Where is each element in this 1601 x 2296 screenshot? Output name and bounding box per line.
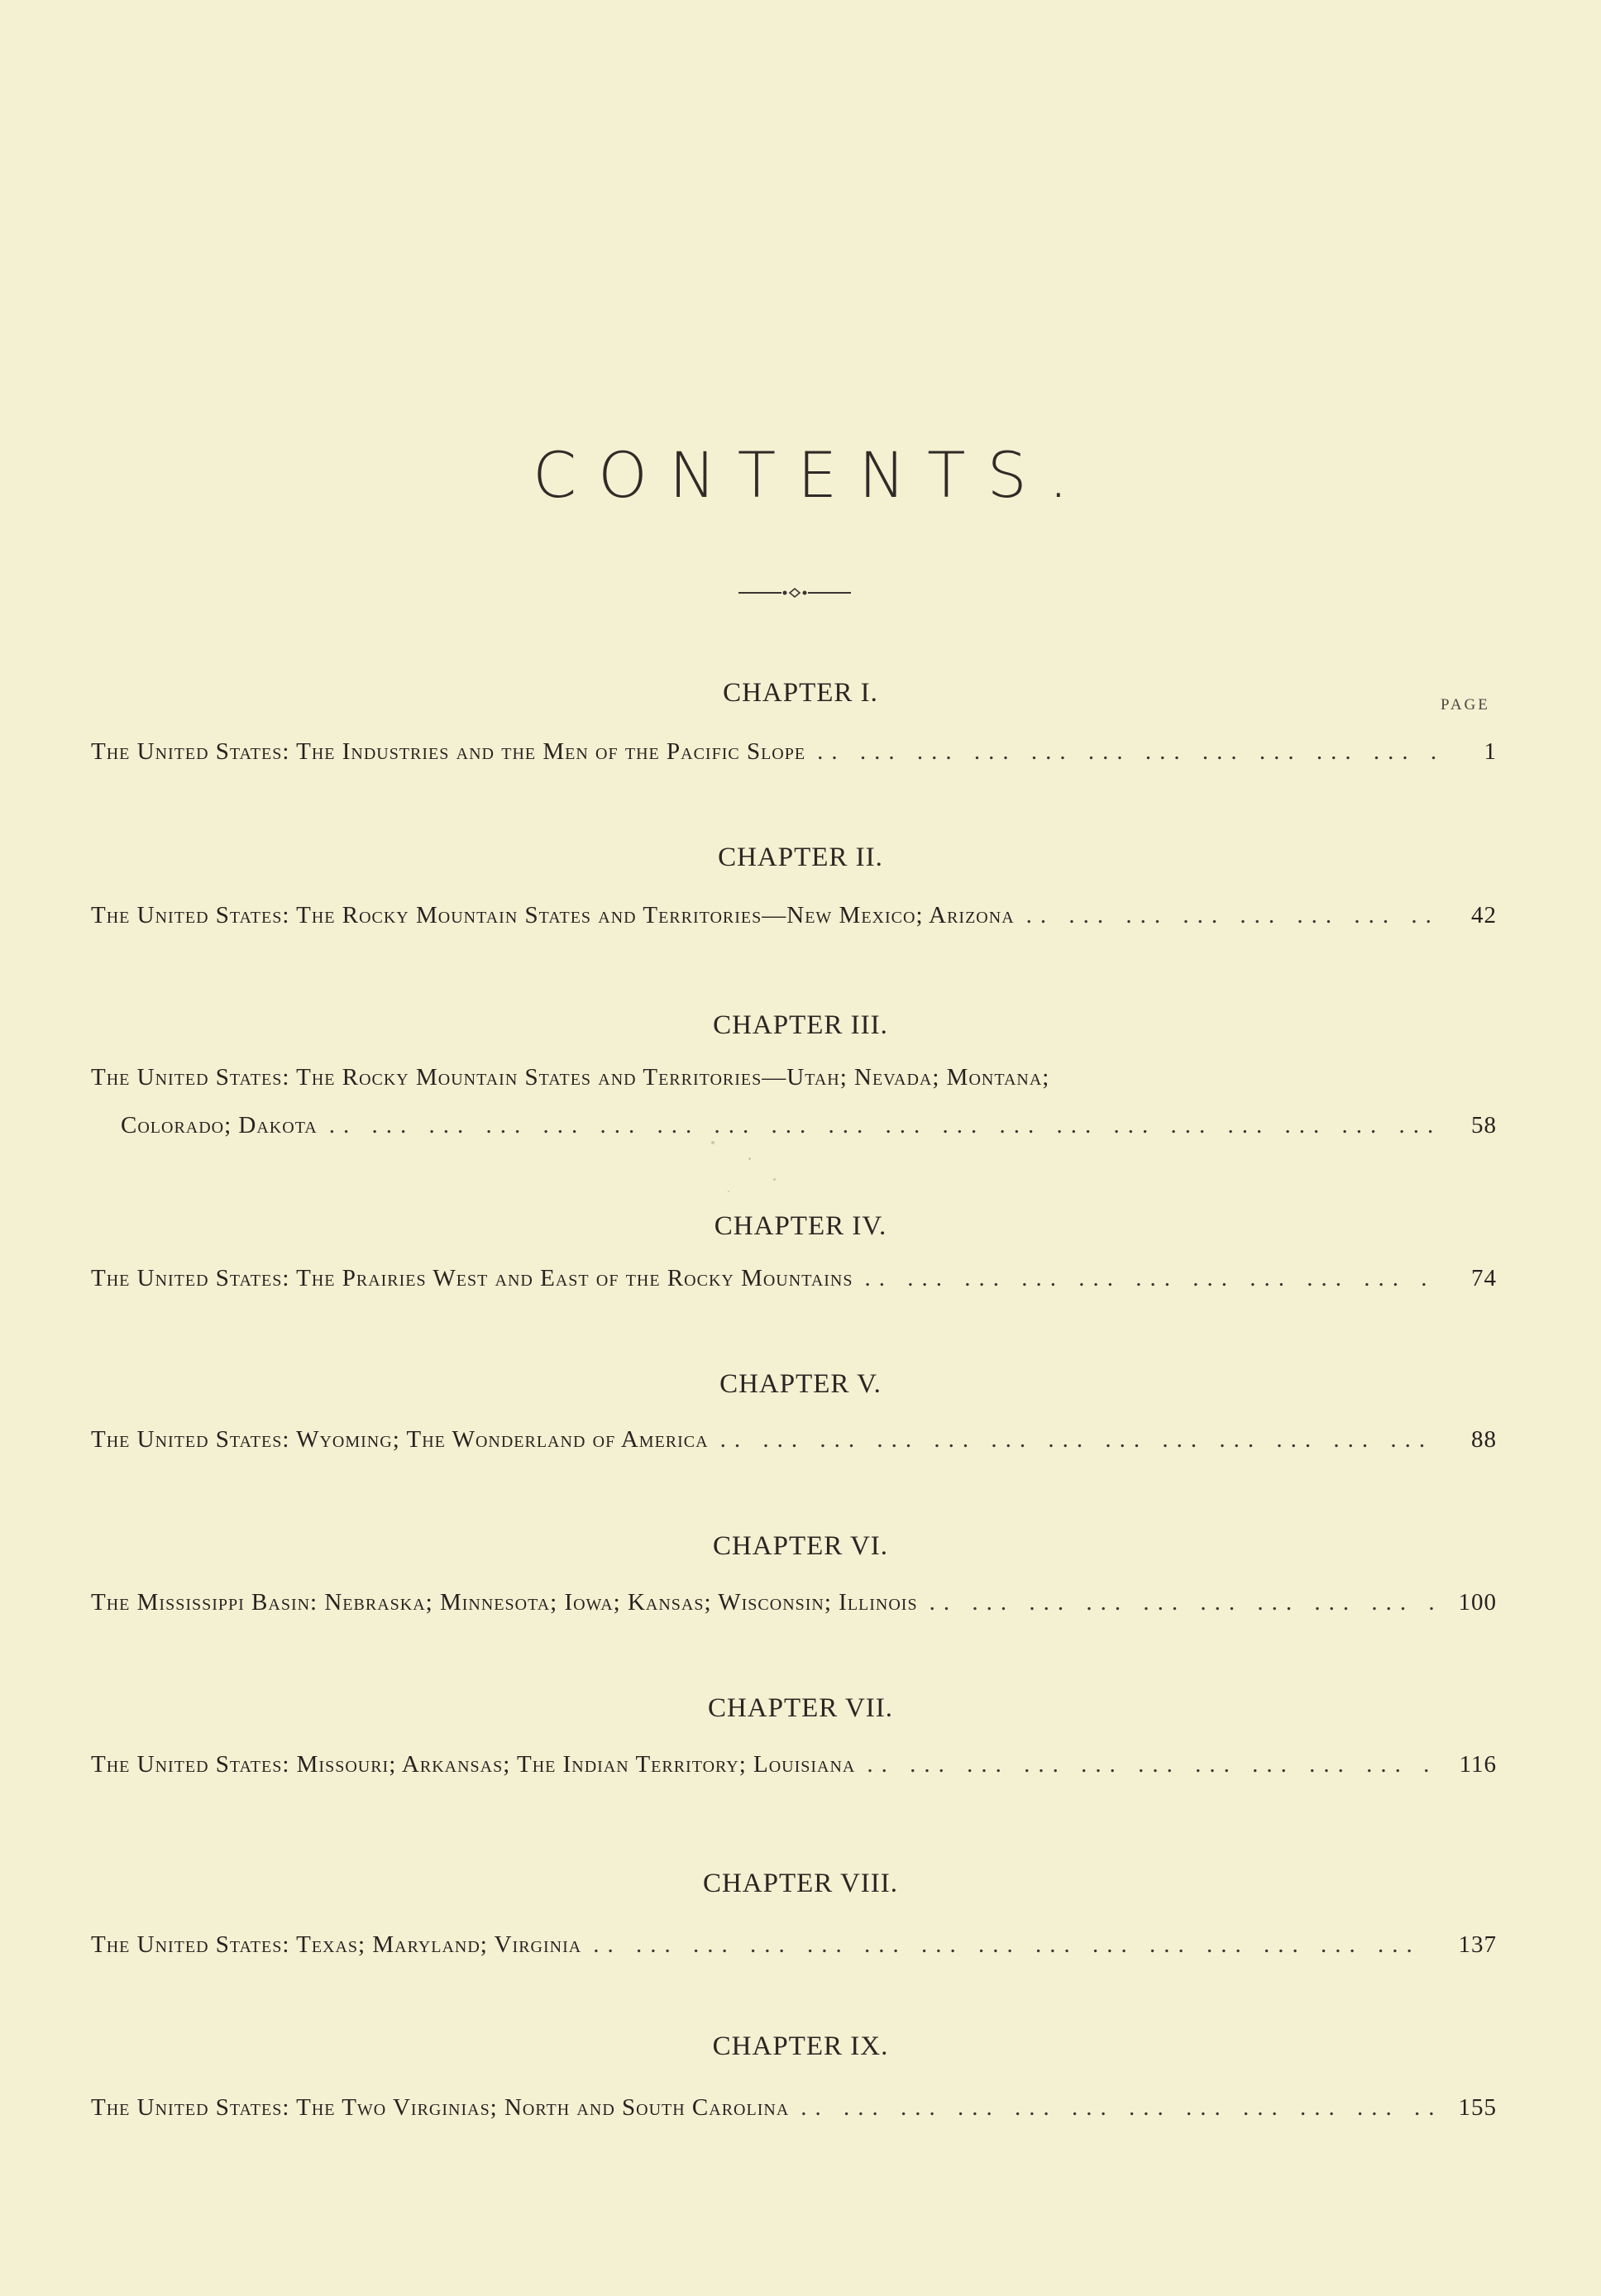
toc-entry[interactable] [91, 1931, 1497, 1959]
entry-title: The Mississippi Basin: Nebraska; Minnesota; Iowa; Kansas; Wisconsin; Illinois [91, 1589, 918, 1616]
entry-page-number: 116 [1459, 1751, 1497, 1778]
toc-entry[interactable] [91, 1426, 1497, 1453]
entry-page-number: 100 [1458, 1589, 1497, 1616]
entry-page-number: 88 [1471, 1426, 1497, 1453]
entry-title: The United States: The Rocky Mountain States and Territories—Utah; Nevada; Montana; [91, 1064, 1050, 1091]
chapter-heading: CHAPTER I. [723, 678, 878, 708]
toc-entry[interactable] [91, 2094, 1497, 2122]
page-title: CONTENTS. [533, 438, 1090, 512]
chapter-heading: CHAPTER III. [713, 1010, 888, 1040]
toc-entry[interactable] [91, 738, 1497, 766]
entry-page-number: 58 [1471, 1112, 1497, 1138]
entry-title: The United States: The Industries and the Men of the Pacific Slope [91, 738, 806, 765]
page-column-label: PAGE [1441, 696, 1490, 714]
paper-speckle [773, 1178, 776, 1181]
entry-title-continued: Colorado; Dakota [121, 1112, 318, 1138]
chapter-heading: CHAPTER V. [719, 1369, 882, 1399]
entry-title: The United States: The Prairies West and East of the Rocky Mountains [91, 1265, 853, 1291]
dot-leader [800, 2094, 1436, 2122]
dot-leader [720, 1426, 1436, 1453]
paper-speckle [711, 1141, 714, 1144]
chapter-heading: CHAPTER II. [718, 843, 883, 872]
toc-entry[interactable] [121, 1112, 1497, 1139]
entry-title: The United States: Missouri; Arkansas; The Indian Territory; Louisiana [91, 1751, 856, 1778]
entry-title: The United States: The Two Virginias; North and South Carolina [91, 2094, 790, 2121]
entry-page-number: 74 [1471, 1265, 1497, 1291]
dot-leader [1026, 902, 1436, 929]
entry-title: The United States: Wyoming; The Wonderland of America [91, 1426, 709, 1453]
toc-entry[interactable] [91, 1589, 1497, 1616]
ornament-divider-icon [738, 583, 851, 603]
toc-entry[interactable] [91, 1265, 1497, 1292]
entry-page-number: 155 [1458, 2094, 1497, 2121]
toc-entry[interactable] [91, 1751, 1497, 1778]
paper-speckle [748, 1158, 751, 1160]
dot-leader [867, 1751, 1436, 1778]
entry-page-number: 137 [1458, 1931, 1497, 1958]
entry-title: The United States: Texas; Maryland; Virginia [91, 1931, 582, 1958]
entry-title: The United States: The Rocky Mountain States and Territories—New Mexico; Arizona [91, 902, 1015, 928]
dot-leader [930, 1589, 1436, 1616]
chapter-heading: CHAPTER IV. [714, 1211, 887, 1241]
chapter-heading: CHAPTER VIII. [702, 1869, 899, 1898]
dot-leader [329, 1112, 1436, 1139]
dot-leader [864, 1265, 1436, 1292]
chapter-heading: CHAPTER VII. [707, 1693, 894, 1723]
dot-leader [817, 738, 1436, 766]
toc-entry-first-line[interactable] [91, 1064, 1435, 1091]
chapter-heading: CHAPTER VI. [712, 1531, 889, 1561]
entry-page-number: 1 [1484, 738, 1497, 765]
chapter-heading: CHAPTER IX. [712, 2031, 889, 2061]
dot-leader [593, 1931, 1436, 1959]
entry-page-number: 42 [1471, 902, 1497, 928]
paper-speckle [728, 1191, 729, 1192]
toc-entry[interactable] [91, 902, 1497, 929]
